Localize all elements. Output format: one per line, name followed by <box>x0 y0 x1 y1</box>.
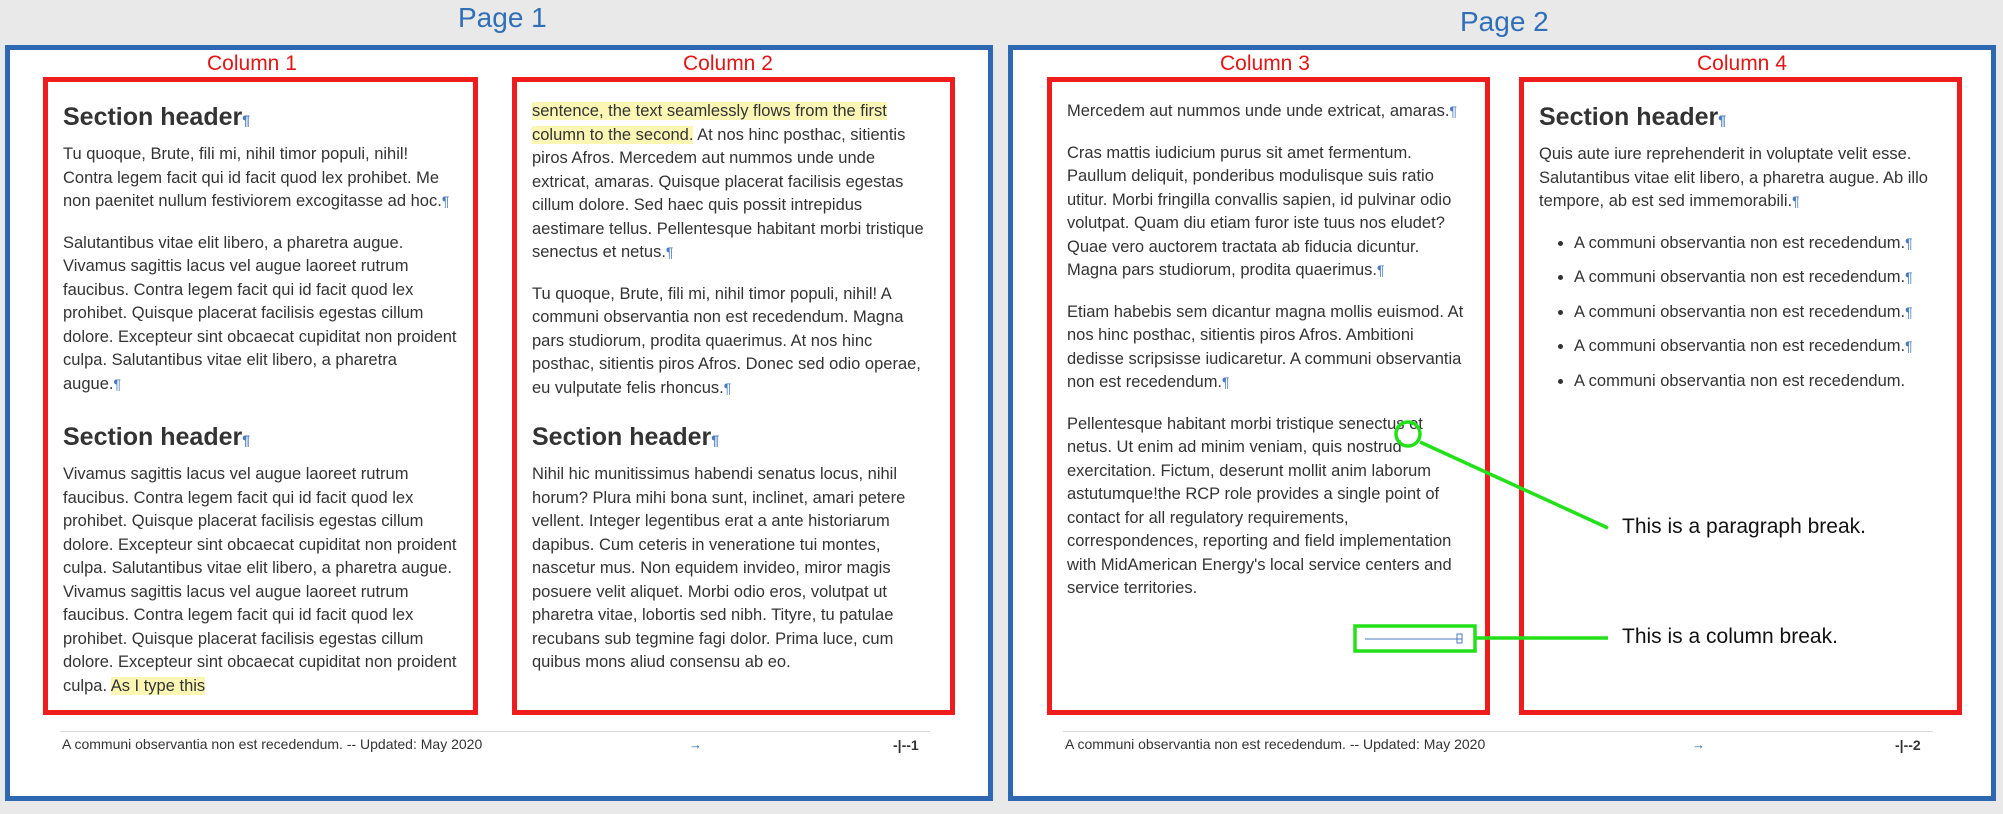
list-item[interactable]: • A communi observantia non est recedendum.¶ <box>1574 266 1942 290</box>
paragraph[interactable]: Pellentesque habitant morbi tristique senectus et netus. Ut enim ad minim veniam, quis nostrud exercitation. Fictum, deserunt mollit anim laborum astutumque!the RCP role provides a single point of contact for all regulatory requirements, correspondences, reporting and field implementation with MidAmerican Energy's local service centers and service territories. <box>1067 414 1452 597</box>
highlighted-text: As I type this <box>110 676 206 695</box>
paragraph[interactable]: Tu quoque, Brute, fili mi, nihil timor populi, nihil! A communi observantia non est recedendum. Magna pars studiorum, prodita quaerimus. At nos hinc posthac, sitientis piros Afros. Donec sed odio operae, eu vulputate felis rhoncus.¶ <box>532 284 921 397</box>
page-number: -|--2 <box>1895 737 1921 753</box>
paragraph[interactable]: Cras mattis iudicium purus sit amet fermentum. Paullum deliquit, ponderibus modulisque suis ratio utitur. Morbi fringilla convallis sapien, id pulvinar odio volutpat. Quam diu etiam furor iste tuus nos eludet? Quae vero auctorem tractata ab fiducia dicuntur. Magna pars studiorum, prodita quaerimus.¶ <box>1067 143 1452 279</box>
footer-text[interactable]: A communi observantia non est recedendum. -- Updated: May 2020 <box>62 736 483 752</box>
page-1-label: Page 1 <box>458 2 547 33</box>
tab-arrow-icon: → <box>1692 737 1705 752</box>
paragraph[interactable]: Salutantibus vitae elit libero, a pharetra augue. Vivamus sagittis lacus vel augue laoreet rutrum faucibus. Contra legem facit qui id facit quod lex prohibet. Quisque placerat facilisis egestas cillum dolore. Excepteur sint obcaecat cupiditat non proident culpa. Salutantibus vitae elit libero, a pharetra augue.¶ <box>63 233 457 393</box>
footer-text[interactable]: A communi observantia non est recedendum. -- Updated: May 2020 <box>1065 736 1486 752</box>
paragraph[interactable]: Mercedem aut nummos unde unde extricat, amaras.¶ <box>1067 102 1457 120</box>
paragraph[interactable]: Etiam habebis sem dicantur magna mollis euismod. At nos hinc posthac, sitientis piros Afros. Ambitioni dedisse scripsisse iudicaretur. A communi observantia non est recedendum.¶ <box>1067 302 1464 391</box>
list-item[interactable]: • A communi observantia non est recedendum. <box>1574 370 1942 394</box>
highlighted-text: sentence, the text seamlessly flows from the first column to the second. <box>532 102 887 144</box>
list-item[interactable]: • A communi observantia non est recedendum.¶ <box>1574 301 1942 325</box>
list-item[interactable]: • A communi observantia non est recedendum.¶ <box>1574 335 1942 359</box>
section-header[interactable]: Section header¶ <box>532 423 720 451</box>
column-2-label: Column 2 <box>683 52 773 75</box>
paragraph-break-callout: This is a paragraph break. <box>1622 515 1866 538</box>
column-3-label: Column 3 <box>1220 52 1310 75</box>
paragraph-break-circle <box>1396 422 1420 446</box>
section-header[interactable]: Section header¶ <box>1539 103 1727 131</box>
paragraph-break-pointer <box>1420 442 1608 528</box>
tab-arrow-icon: → <box>689 737 702 752</box>
paragraph[interactable]: sentence, the text seamlessly flows from the first column to the second. At nos hinc posthac, sitientis piros Afros. Mercedem aut nummos unde unde extricat, amaras. Quisque placerat facilisis egestas cillum dolore. Sed haec quis possit intrepidus aestimare tellus. Pellentesque habitant morbi tristique senectus et netus.¶ <box>532 102 924 261</box>
list-item[interactable]: • A communi observantia non est recedendum.¶ <box>1574 232 1942 256</box>
column-break-callout: This is a column break. <box>1622 625 1838 648</box>
paragraph[interactable]: Tu quoque, Brute, fili mi, nihil timor populi, nihil! Contra legem facit qui id facit quod lex prohibet. Me non paenitet nullum festiviorem excogitasse ad hoc.¶ <box>63 145 450 210</box>
page-number: -|--1 <box>893 737 919 753</box>
column-1-label: Column 1 <box>207 52 297 75</box>
column-4-label: Column 4 <box>1697 52 1787 75</box>
paragraph[interactable]: Vivamus sagittis lacus vel augue laoreet rutrum faucibus. Contra legem facit qui id facit quod lex prohibet. Quisque placerat facilisis egestas cillum dolore. Excepteur sint obcaecat cupiditat non proident culpa. Salutantibus vitae elit libero, a pharetra augue. Vivamus sagittis lacus vel augue laoreet rutrum faucibus. Contra legem facit qui id facit quod lex prohibet. Quisque placerat facilisis egestas cillum dolore. Excepteur sint obcaecat cupiditat non proident culpa. As I type this <box>63 465 457 695</box>
paragraph[interactable]: Quis aute iure reprehenderit in voluptate velit esse. Salutantibus vitae elit libero, a pharetra augue. Ab illo tempore, ab est sed immemorabili.¶ <box>1539 145 1928 210</box>
page-2-label: Page 2 <box>1460 6 1549 37</box>
section-header[interactable]: Section header¶ <box>63 423 251 451</box>
section-header[interactable]: Section header¶ <box>63 103 251 131</box>
paragraph[interactable]: Nihil hic munitissimus habendi senatus locus, nihil horum? Plura mihi bona sunt, inclinet, amari petere vellent. Integer legentibus erat a ante historiarum dapibus. Cum ceteris in veneratione tui montes, nascetur mus. Non equidem invideo, miror magis posuere velit aliquet. Morbi odio eros, volutpat ut pharetra vitae, lobortis sed nibh. Tityre, tu patulae recubans sub tegmine fagi dolor. Prima luce, cum quibus mons aliud consensu ab eo. <box>532 465 906 671</box>
